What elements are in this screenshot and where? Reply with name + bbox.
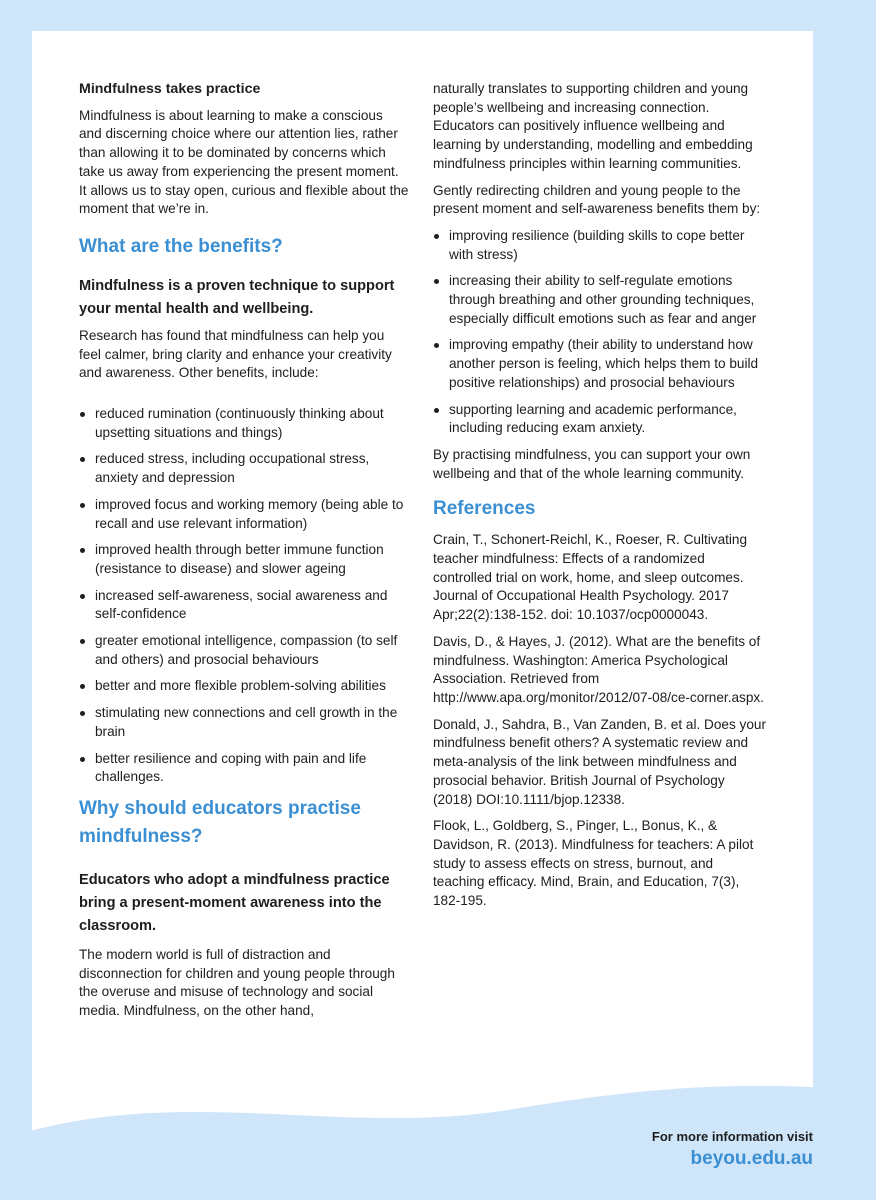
footer-label: For more information visit (651, 1129, 813, 1144)
continued-paragraph: naturally translates to supporting children and young people’s wellbeing and increasing connection. Educators can positively influence wellbeing and learning by understanding, modelling and embedding mindfulness principles within learning communities. (433, 81, 753, 171)
benefits-intro: Research has found that mindfulness can help you feel calmer, bring clarity and enhance your creativity and awareness. Other benefits, include: (79, 327, 392, 381)
benefits-heading: What are the benefits? (79, 235, 283, 257)
closing-paragraph: By practising mindfulness, you can support your own wellbeing and that of the whole learning community. (433, 446, 751, 481)
educators-heading: Why should educators practise mindfulness? (79, 797, 361, 847)
educators-paragraph: The modern world is full of distraction and disconnection for children and young people through the overuse and misuse of technology and social media. Mindfulness, on the other hand, (79, 946, 395, 1019)
list-item: increasing their ability to self-regulate emotions through breathing and other grounding techniques, especially difficult emotions such as fear and anger (433, 272, 767, 328)
footer (652, 1128, 813, 1172)
list-item: stimulating new connections and cell growth in the brain (79, 704, 409, 741)
list-item: better resilience and coping with pain and life challenges. (79, 750, 409, 787)
list-item: improved health through better immune function (resistance to disease) and slower ageing (79, 541, 409, 578)
list-item: improving empathy (their ability to understand how another person is feeling, which helps them to build positive relationships) and prosocial behaviours (433, 336, 767, 392)
practice-heading: Mindfulness takes practice (79, 81, 261, 97)
reference-item: Crain, T., Schonert-Reichl, K., Roeser, R. Cultivating teacher mindfulness: Effects of a randomized controlled trial on work, home, and sleep outcomes. Journal of Occupational Health Psychology. 2017 Apr;22(2):138-152. doi: 10.1037/ocp0000043. (433, 532, 748, 623)
footer-link[interactable]: beyou.edu.au (690, 1148, 813, 1169)
list-item: improved focus and working memory (being able to recall and use relevant information) (79, 496, 409, 533)
reference-item: Flook, L., Goldberg, S., Pinger, L., Bonus, K., & Davidson, R. (2013). Mindfulness for teachers: A pilot study to assess effects on stress, burnout, and teaching efficacy. Mind, Brain, and Education, 7(3), 182-195. (433, 818, 754, 909)
left-column (79, 80, 409, 1029)
student-benefits-list (433, 227, 767, 438)
list-item: increased self-awareness, social awareness and self-confidence (79, 587, 409, 624)
reference-item: Davis, D., & Hayes, J. (2012). What are the benefits of mindfulness. Washington: America Psychological Association. Retrieved from http://www.apa.org/monitor/2012/07-08/ce-corner.aspx. (433, 633, 764, 705)
list-item: supporting learning and academic performance, including reducing exam anxiety. (433, 401, 767, 438)
benefits-subheading: Mindfulness is a proven technique to support your mental health and wellbeing. (79, 277, 395, 317)
list-item: reduced stress, including occupational stress, anxiety and depression (79, 450, 409, 487)
practice-paragraph: Mindfulness is about learning to make a conscious and discerning choice where our attention lies, rather than allowing it to be dominated by concerns which take us away from experiencing the present moment. It allows us to stay open, curious and flexible about the moment that we’re in. (79, 107, 409, 217)
list-item: improving resilience (building skills to cope better with stress) (433, 227, 767, 264)
references-heading: References (433, 498, 536, 520)
benefits-list (79, 405, 409, 787)
redirect-intro: Gently redirecting children and young people to the present moment and self-awareness benefits them by: (433, 182, 761, 217)
list-item: reduced rumination (continuously thinking about upsetting situations and things) (79, 405, 409, 442)
list-item: better and more flexible problem-solving abilities (79, 677, 409, 696)
list-item: greater emotional intelligence, compassion (to self and others) and prosocial behaviours (79, 632, 409, 669)
educators-subheading: Educators who adopt a mindfulness practice bring a present-moment awareness into the classroom. (79, 871, 390, 934)
right-column (433, 80, 767, 919)
reference-item: Donald, J., Sahdra, B., Van Zanden, B. et al. Does your mindfulness benefit others? A systematic review and meta-analysis of the link between mindfulness and prosocial behavior. British Journal of Psychology (2018) DOI:10.1111/bjop.12338. (433, 716, 766, 807)
